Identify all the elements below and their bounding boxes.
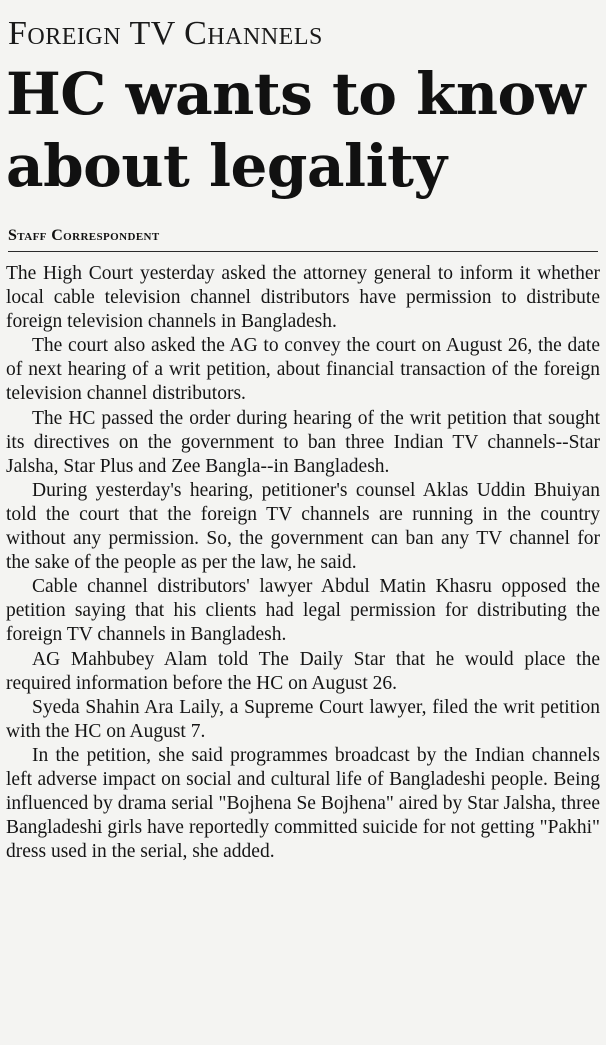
article-paragraph: The court also asked the AG to convey the court on August 26, the date of next hearing of a writ petition, about financial transaction of the foreign television channel distributors. — [6, 335, 600, 405]
byline: Staff Correspondent — [8, 227, 160, 244]
article-paragraph: AG Mahbubey Alam told The Daily Star that he would place the required information before the HC on August 26. — [6, 648, 600, 694]
article-paragraph: Cable channel distributors' lawyer Abdul Matin Khasru opposed the petition saying that his clients had legal permission for distributing the foreign TV channels in Bangladesh. — [6, 576, 600, 646]
article-paragraph: The High Court yesterday asked the attorney general to inform it whether local cable television channel distributors have permission to distribute foreign television channels in Bangladesh. — [6, 263, 600, 333]
section-kicker: Foreign TV Channels — [8, 15, 323, 52]
article-paragraph: During yesterday's hearing, petitioner's counsel Aklas Uddin Bhuiyan told the court that the foreign TV channels are running in the country without any permission. So, the government can ban any TV channel for the sake of the people as per the law, he said. — [6, 479, 600, 574]
article-paragraph: The HC passed the order during hearing of the writ petition that sought its directives on the government to ban three Indian TV channels--Star Jalsha, Star Plus and Zee Bangla--in Bangladesh. — [6, 407, 600, 477]
article-paragraph: In the petition, she said programmes broadcast by the Indian channels left adverse impact on social and cultural life of Bangladeshi people. Being influenced by drama serial "Bojhena Se Bojhena" aired by Star Jalsha, three Bangladeshi girls have reportedly committed suicide for not getting "Pakhi" dress used in the serial, she added. — [6, 744, 600, 863]
headline: HC wants to know about legality — [6, 60, 586, 200]
byline-rule — [8, 251, 598, 252]
article-paragraph: Syeda Shahin Ara Laily, a Supreme Court lawyer, filed the writ petition with the HC on August 7. — [6, 696, 600, 742]
article-body — [6, 262, 600, 864]
